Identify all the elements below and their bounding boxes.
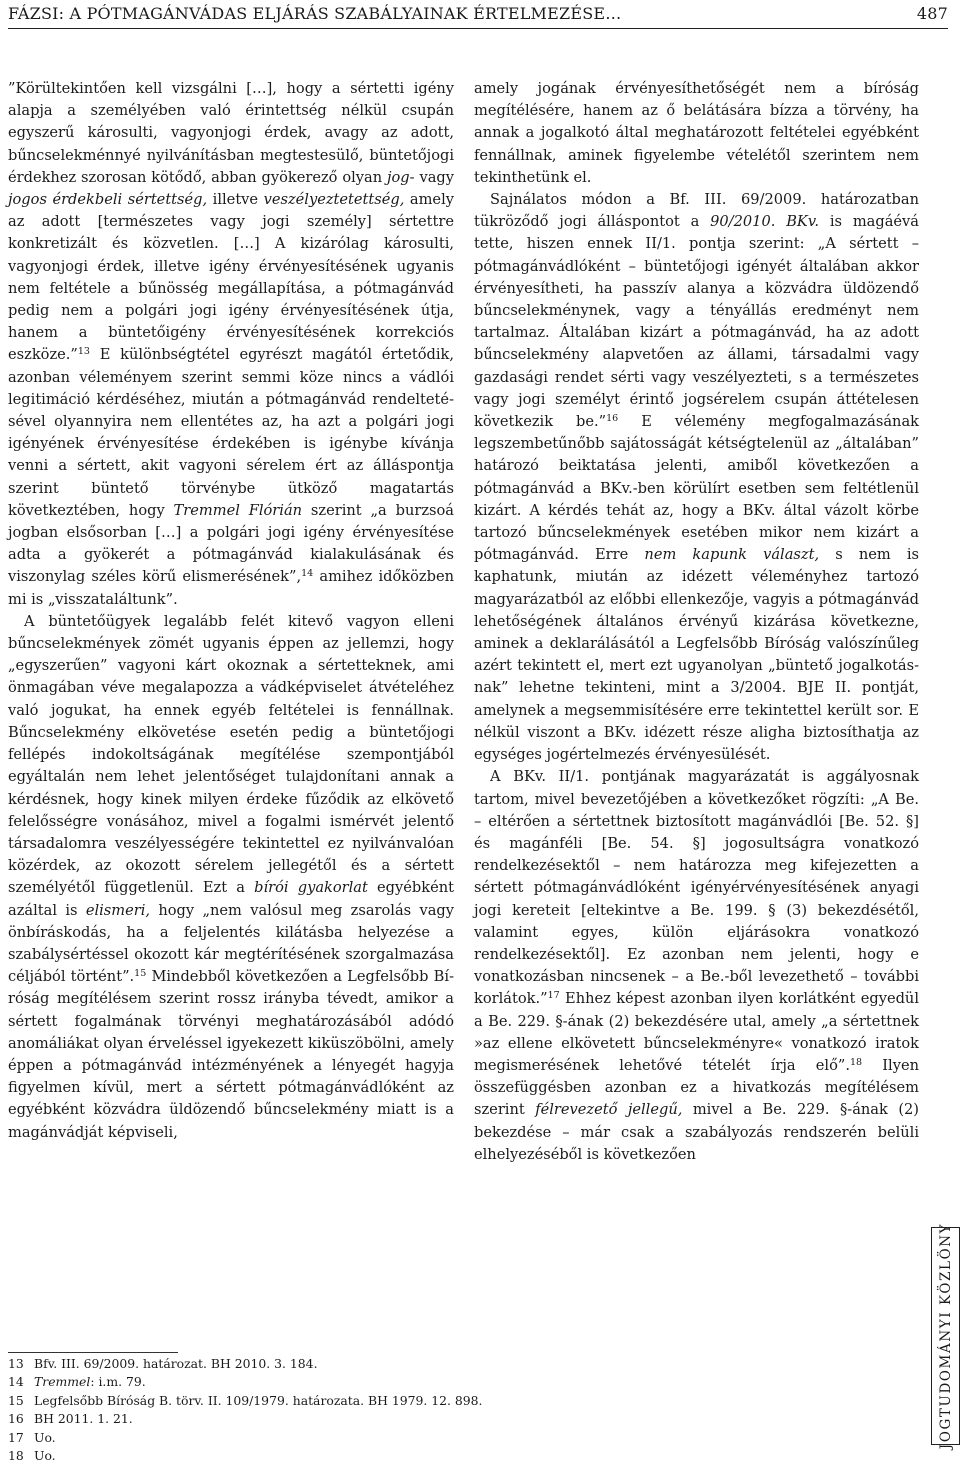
text-segment: E különbségtétel egyrészt magától értetődik, azonban véleményem szerint semmi köze nincs a vádlói legitimáció kérdéséhez, miután a pótmagánvád rendeltetésével olyannyira nem ellentétes az, ha azt a polgári jogi igényének érvényesítése érdekében is igénybe kívánja venni a sértett, akit vagyoni sérelem ért az álláspontja szerint büntető törvénybe ütköző magatartás következtében, hogy — [8, 346, 454, 519]
footnote-text: : i.m. 79. — [90, 1374, 146, 1390]
text-segment: A büntetőügyek legalább felét kitevő vagyon elleni bűncselekmények zömét ugyanis éppen az jellemzi, hogy „egyszerűen” vagyoni kárt okoznak a sértetteknek, ami önmagában véve megalapozza a vádképviselet átvételéhez való jogukat, ha ennek egyéb feltételei is fennállnak. Bűncselekmény elkövetése esetén pedig a büntetőjogi fellépés indokoltságának megítélése szempontjából egyáltalán nem lehet jelentőséget tulajdonítani annak a kérdésnek, hogy kinek milyen érdeke fűződik az elkövető felelősségre vonásához, mivel a fogalmi ismérvét jelentő társadalomra veszélyességére tekintettel ez nyilvánvalóan közérdek, az okozott sérelem jellegétől és a sértett személyétől függetlenül. Ezt a — [8, 612, 454, 897]
italic-segment: félrevezető jellegű, — [535, 1101, 683, 1119]
italic-segment: veszélyeztetettség, — [263, 191, 405, 209]
footnote-text: Uo. — [34, 1429, 56, 1445]
italic-segment: jog- — [386, 168, 420, 186]
right-paragraph-1 — [474, 78, 919, 189]
footnote-number: 18 — [8, 1448, 24, 1464]
footnote-15 — [8, 1392, 908, 1410]
footnote-text: Bfv. III. 69/2009. határozat. BH 2010. 3. 184. — [34, 1356, 318, 1371]
footnote-number: 17 — [8, 1429, 24, 1445]
journal-side-tab — [931, 1222, 960, 1450]
running-head — [8, 4, 948, 28]
text-segment: egyébként azáltal is — [8, 879, 454, 919]
right-paragraph-2 — [474, 189, 919, 766]
footnote-14 — [8, 1373, 908, 1391]
footnote-17 — [8, 1429, 908, 1447]
text-segment: is magáévá tette, hiszen ennek II/1. pontja szerint: „A sértett – pótmagánvádlóként – büntetőjogi igényét általában akkor érvényesítheti, ha passzív alanya a közvádra üldözendő bűncselekménynek, vagy a tényállás eredményt nem tartalmaz. Általában kizárt a pótmagánvád, ha az adott bűncselekmény alapvetően az állami, társadalmi vagy gazdasági rendet sérti vagy veszélyezteti, s a természetes vagy jogi személyt érintő jogsérelem csupán áttételesen következik be.” — [474, 213, 919, 431]
text-segment: s nem is kaphatunk, miután az idézett véleményhez tartozó magyarázatból az előbbi ellenkezője, vagyis a pótmagánvád lehetőségének általános érvényű kizárása következne, aminek a deklarálásától a Legfelsőbb Bíróság valószínűleg azért tekintett el, mert ezt ugyanolyan „büntető jogalkotásnak” lehetne tekinteni, mint a 3/2004. BJE II. pontját, amelynek a megsemmisítésére erre tekintettel került sor. E nélkül viszont a BKv. idézett része aligha biztosíthatja az egységes jogértelmezés érvényesülését. — [474, 546, 920, 764]
italic-segment: elismeri, — [85, 901, 151, 919]
footnote-number: 15 — [8, 1392, 24, 1408]
footnote-rule — [8, 1352, 178, 1353]
footnote-author: Tremmel — [34, 1374, 91, 1390]
journal-name: JOGTUDOMÁNYI KÖZLÖNY — [937, 1222, 954, 1450]
text-segment: mivel a Be. 229. §-ának (2) bekezdése – már csak a szabályozás rendszerén belüli elhelyezéséből is következően — [474, 1101, 919, 1163]
header-rule — [8, 28, 948, 29]
footnote-ref-16[interactable]: 16 — [606, 413, 619, 425]
footnote-number: 14 — [8, 1374, 24, 1390]
text-segment: amely jogának érvényesíthetőségét nem a bíróság megítélésére, hanem az ő belátására bízza a törvény, ha annak a jogalkotó által meghatározott feltételei egyébként fennállnak, aminek figyelembe vételétől szerintem nem tekinthetünk el. — [474, 80, 919, 186]
text-segment: amihez időközben mi is „visszataláltunk”. — [8, 568, 455, 608]
right-paragraph-3 — [474, 766, 919, 1166]
left-paragraph-1 — [8, 78, 454, 611]
text-segment: illetve — [207, 191, 264, 209]
italic-segment: nem kapunk választ, — [644, 546, 820, 564]
text-segment: Ehhez képest azonban ilyen korlátként egyedül a Be. 229. §-ának (2) bekezdésére utal, amely „a sértettnek »az ellene elkövetett bűncselekményre« vonatkozó iratok megismerésének lehetővé tételét írja elő”. — [474, 990, 919, 1074]
text-segment: A BKv. II/1. pontjának magyarázatát is aggályosnak tartom, mivel bevezetőjében a következőket rögzíti: „A Be. – eltérően a sértettnek biztosított magánvádlói [Be. 52. §] és magánféli [Be. 54. §] jogosultságra vonatkozó rendelkezésektől – nem határozza meg kifejezetten a sértett pótmagánvádlóként igényérvényesítésének anyagi jogi kereteit [eltekintve a Be. 199. § (3) bekezdésétől, valamint egyes, külön eljárásokra vonatkozó rendelkezésektől]. Ez azonban nem jelenti, hogy e vonatkozásban nincsenek – a Be.-ből levezethető – további korlátok.” — [474, 768, 919, 1008]
text-segment: ”Körültekintően kell vizsgálni […], hogy a sértetti igény alapja a személyében való érintettség nélkül csupán egyszerű károsulti, vagyonjogi érdek, avagy az adott, bűncselekménnyé nyilvánításban megtestesülő, büntetőjogi érdekhez szorosan kötődő, abban gyökerező olyan — [8, 80, 454, 186]
text-segment: E vélemény megfogalmazásának legszembetűnőbb sajátosságát kétségtelenül az „általában” határozó beiktatása jelenti, amiből következően a pótmagánvád a BKv.-ben körülírt esetben sem feltétlenül kizárt. A kérdés tehát az, hogy a BKv. által vázolt körbe tartozó bűncselekmények esetében mikor nem kizárt a pótmagánvád. Erre — [474, 413, 919, 564]
page-number: 487 — [916, 4, 948, 23]
italic-segment: jogos érdekbeli sértettség, — [8, 191, 208, 209]
running-title: FÁZSI: A PÓTMAGÁNVÁDAS ELJÁRÁS SZABÁLYAINAK ÉRTELMEZÉSE… — [8, 4, 622, 23]
footnote-text: BH 2011. 1. 21. — [34, 1411, 133, 1427]
text-segment: hogy „nem valósul meg zsarolás vagy önbíráskodás, ha a feljelentés kilátásba helyezése a szabálysértéssel okozott kár megtérítésének szorgalmazása céljából történt”. — [8, 901, 454, 986]
footnote-ref-13[interactable]: 13 — [77, 346, 90, 358]
footnote-text: Uo. — [34, 1448, 56, 1464]
italic-segment: Tremmel Flórián — [173, 501, 303, 519]
text-segment: vagy — [419, 168, 454, 186]
footnote-number: 16 — [8, 1411, 24, 1427]
footnote-ref-14[interactable]: 14 — [301, 568, 314, 580]
left-paragraph-2 — [8, 611, 454, 1144]
footnote-13 — [8, 1355, 908, 1373]
italic-segment: bírói gyakorlat — [254, 879, 368, 897]
text-segment: amely az adott [természetes vagy jogi személy] sértettre konkretizált és közvetlen. […] A kizárólag károsulti, vagyonjogi érdek, illetve igény érvényesítésének ugyanis nem feltétele a bűnösség megállapítása, a pótmagánvád pedig nem a polgári jogi igény érvényesítésének útja, hanem a büntetőigény érvényesítésének korrekciós eszköze.” — [8, 191, 454, 364]
footnote-text: Legfelsőbb Bíróság B. törv. II. 109/1979. határozata. BH 1979. 12. 898. — [34, 1392, 483, 1408]
text-segment: Ilyen összefüggésben azonban ez a hivatkozás megítélésem szerint — [474, 1056, 919, 1119]
text-segment: szerint „a burzsoá jogban elsősorban […] a polgári jogi igény érvényesítése adta a gyökerét a pótmagánvád kialakulásának és viszonylag széles körű elismerésének”, — [8, 501, 454, 586]
footnotes — [8, 1355, 908, 1465]
text-segment: Sajnálatos módon a Bf. III. 69/2009. határozatban tükröződő jogi álláspontot a — [474, 191, 919, 231]
footnote-ref-18[interactable]: 18 — [849, 1056, 863, 1068]
footnote-18 — [8, 1447, 908, 1465]
footnote-number: 13 — [8, 1356, 24, 1371]
footnote-ref-17[interactable]: 17 — [547, 990, 560, 1002]
footnote-ref-15[interactable]: 15 — [134, 968, 147, 980]
italic-segment: 90/2010. BKv. — [710, 213, 819, 231]
footnote-16 — [8, 1410, 908, 1428]
text-segment: Mindebből következően a Legfelsőbb Bíróság megítélésem szerint rossz irányba tévedt, amikor a sértett fogalmának törvényi meghatározásából adódó anomáliákat olyan érveléssel igyekezett kiküszöbölni, amely éppen a pótmagánvád intézményének a lényegét hagyja figyelmen kívül, mert a sértett pótmagánvádlóként az egyébként közvádra üldözendő bűncselekmény miatt is a magánvádját képviseli, — [8, 968, 454, 1141]
left-column — [8, 78, 454, 1144]
right-column — [474, 78, 919, 1166]
